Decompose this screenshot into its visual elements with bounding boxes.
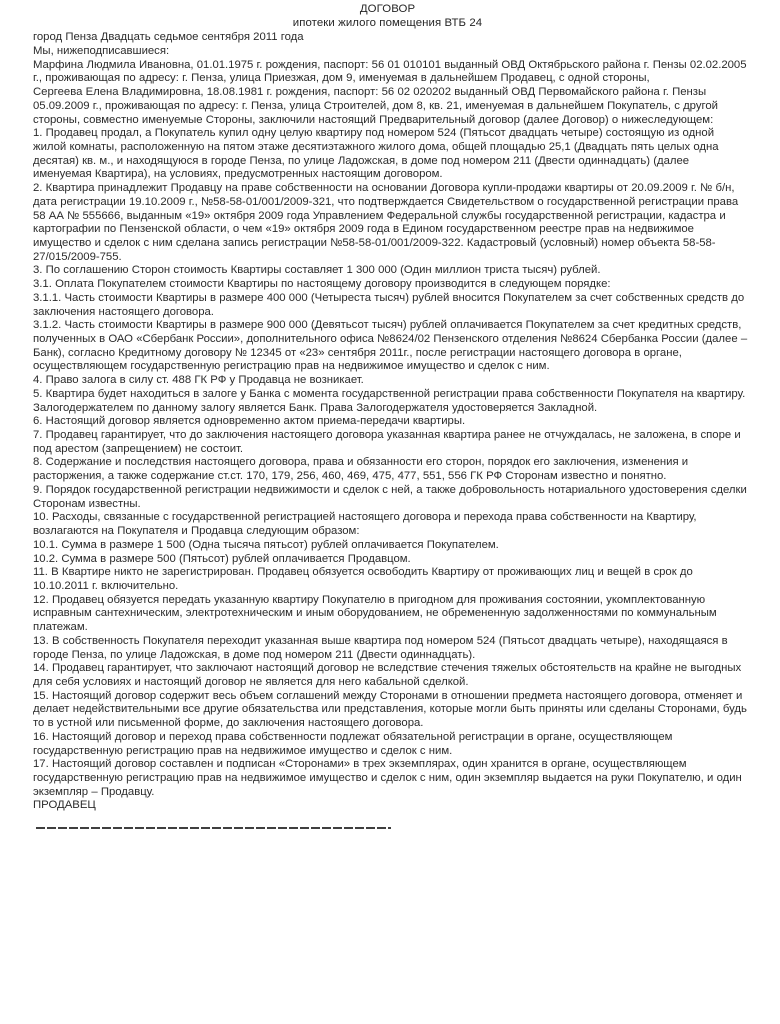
document-title: ДОГОВОР [359, 3, 416, 15]
paragraph-buyer-details: Сергеева Елена Владимировна, 18.08.1981 г. рождения, паспорт: 56 02 020202 выданный ОВД Первомайского района г. Пензы 05.09.2009 г., проживающая по адресу: г. Пенза, улица Строителей, дом 8, кв. 21, именуемая в дальнейшем Покупатель, с другой стороны, совместно именуемые Стороны, заключили настоящий Предварительный договор (далее Договор) о нижеследующем: [33, 86, 718, 126]
document-title-block [33, 3, 750, 30]
paragraph-5: 5. Квартира будет находиться в залоге у Банка с момента государственной регистрации права собственности Покупателя на квартиру. Залогодержателем по данному залогу является Банк. Права Залогодержателя удостоверяется Закладной. [33, 387, 746, 414]
paragraph-4: 4. Право залога в силу ст. 488 ГК РФ у Продавца не возникает. [33, 374, 364, 387]
paragraph-10-2: 10.2. Сумма в размере 500 (Пятьсот) рублей оплачивается Продавцом. [33, 552, 411, 565]
paragraph-8: 8. Содержание и последствия настоящего договора, права и обязанности его сторон, порядок его заключения, изменения и расторжения, а также содержание ст.ст. 170, 179, 256, 460, 469, 475, 477, 551, 556 ГК РФ Сторонам известно и понятно. [33, 456, 689, 483]
paragraph-16: 16. Настоящий договор и переход права собственности подлежат обязательной регистрации в органе, осуществляющем государственную регистрацию прав на недвижимое имущество и сделок с ним. [33, 730, 673, 757]
paragraph-6: 6. Настоящий договор является одновременно актом приема-передачи квартиры. [33, 415, 466, 428]
document-body [33, 31, 750, 829]
paragraph-1: 1. Продавец продал, а Покупатель купил одну целую квартиру под номером 524 (Пятьсот двадцать четыре) состоящую из одной жилой комнаты, расположенную на пятом этаже десятиэтажного жилого дома, общей площадью 25,1 (Двадцать пять целых одна десятая) кв. м., и находящуюся в городе Пенза, по улице Ладожская, в доме под номером 211 (Двести одиннадцать) (далее именуемая Квартира), на условиях, предусмотренных настоящим договором. [33, 127, 719, 181]
paragraph-7: 7. Продавец гарантирует, что до заключения настоящего договора указанная квартира ранее не отчуждалась, не заложена, в споре и под арестом (запрещением) не состоит. [33, 429, 741, 455]
paragraph-15: 15. Настоящий договор содержит весь объем соглашений между Сторонами в отношении предмета настоящего договора, отменяет и делает недействительными все другие обязательства или представления, которые могли быть приняты или сделаны Сторонами, будь то в устной или письменной форме, до заключения настоящего договора. [33, 689, 747, 730]
paragraph-3: 3. По соглашению Сторон стоимость Квартиры составляет 1 300 000 (Один миллион триста тысяч) рублей. [33, 264, 601, 277]
paragraph-9: 9. Порядок государственной регистрации недвижимости и сделок с ней, а также добровольность нотариального удостоверения сделки Сторонам известны. [33, 483, 747, 510]
paragraph-12: 12. Продавец обязуется передать указанную квартиру Покупателю в пригодном для проживания состоянии, укомплектованную исправным сантехническим, электротехническим и иным оборудованием, не обремененную задолженностями по коммунальным платежам. [33, 593, 717, 634]
paragraph-10-1: 10.1. Сумма в размере 1 500 (Одна тысяча пятьсот) рублей оплачивается Покупателем. [33, 538, 499, 551]
paragraph-3-1-1: 3.1.1. Часть стоимости Квартиры в размере 400 000 (Четыреста тысяч) рублей вносится Покупателем за счет собственных средств до заключения настоящего договора. [33, 291, 745, 318]
document-subtitle: ипотеки жилого помещения ВТБ 24 [292, 16, 483, 29]
paragraph-3-1: 3.1. Оплата Покупателем стоимости Квартиры по настоящему договору производится в следующем порядке: [33, 278, 611, 291]
paragraph-13: 13. В собственность Покупателя переходит указанная выше квартира под номером 524 (Пятьсот двадцать четыре), находящаяся в городе Пенза, по улице Ладожская, в доме под номером 211 (Двести одиннадцать). [33, 634, 728, 661]
paragraph-undersigned: Мы, нижеподписавшиеся: [33, 44, 170, 57]
paragraph-14: 14. Продавец гарантирует, что заключают настоящий договор не вследствие стечения тяжелых обстоятельств на крайне не выгодных для себя условиях и настоящий договор не является для него кабальной сделкой. [33, 662, 742, 688]
signature-label-seller: ПРОДАВЕЦ [33, 799, 96, 812]
paragraph-17: 17. Настоящий договор составлен и подписан «Сторонами» в трех экземплярах, один хранится в органе, осуществляющем государственную регистрацию прав на недвижимое имущество и сделок с ним, один экземпляр выдается на руки Покупателю, и один экземпляр – Продавцу. [33, 758, 742, 798]
paragraph-2: 2. Квартира принадлежит Продавцу на праве собственности на основании Договора купли-продажи квартиры от 20.09.2009 г. № б/н, дата регистрации 19.10.2009 г., №58-58-01/001/2009-321, что подтверждается Свидетельством о государственной регистрации права 58 АА № 555666, выданным «19» октября 2009 года Управлением Федеральной службы государственной регистрации, кадастра и картографии по Пензенской области, о чем «19» октября 2009 года в Едином государственном реестре прав на недвижимое имущество и сделок с ним сделана запись регистрации №58-58-01/001/2009-322. Кадастровый (условный) номер объекта 58-58-27/015/2009-755. [33, 182, 739, 263]
paragraph-11: 11. В Квартире никто не зарегистрирован. Продавец обязуется освободить Квартиру от проживающих лиц и вещей в срок до 10.10.2011 г. включительно. [33, 566, 693, 592]
paragraph-seller-details: Марфина Людмила Ивановна, 01.01.1975 г. рождения, паспорт: 56 01 010101 выданный ОВД Октябрьского района г. Пензы 02.02.2005 г., проживающая по адресу: г. Пенза, улица Приезжая, дом 9, именуемая в дальнейшем Продавец, с одной стороны, [33, 58, 747, 85]
signature-line-seller [36, 827, 391, 829]
paragraph-3-1-2: 3.1.2. Часть стоимости Квартиры в размере 900 000 (Девятьсот тысяч) рублей оплачивается Покупателем за счет кредитных средств, полученных в ОАО «Сбербанк России», дополнительного офиса №8624/02 Пензенского отделения №8624 Сбербанка России (далее – Банк), согласно Кредитному договору № 12345 от «23» сентября 2011г., после регистрации настоящего договора в органе, осуществляющем государственную регистрацию прав на недвижимое имущество и сделок с ним. [33, 319, 748, 373]
paragraph-10: 10. Расходы, связанные с государственной регистрацией настоящего договора и перехода права собственности на Квартиру, возлагаются на Покупателя и Продавца следующим образом: [33, 511, 697, 538]
paragraph-place-date: город Пенза Двадцать седьмое сентября 2011 года [33, 31, 304, 44]
